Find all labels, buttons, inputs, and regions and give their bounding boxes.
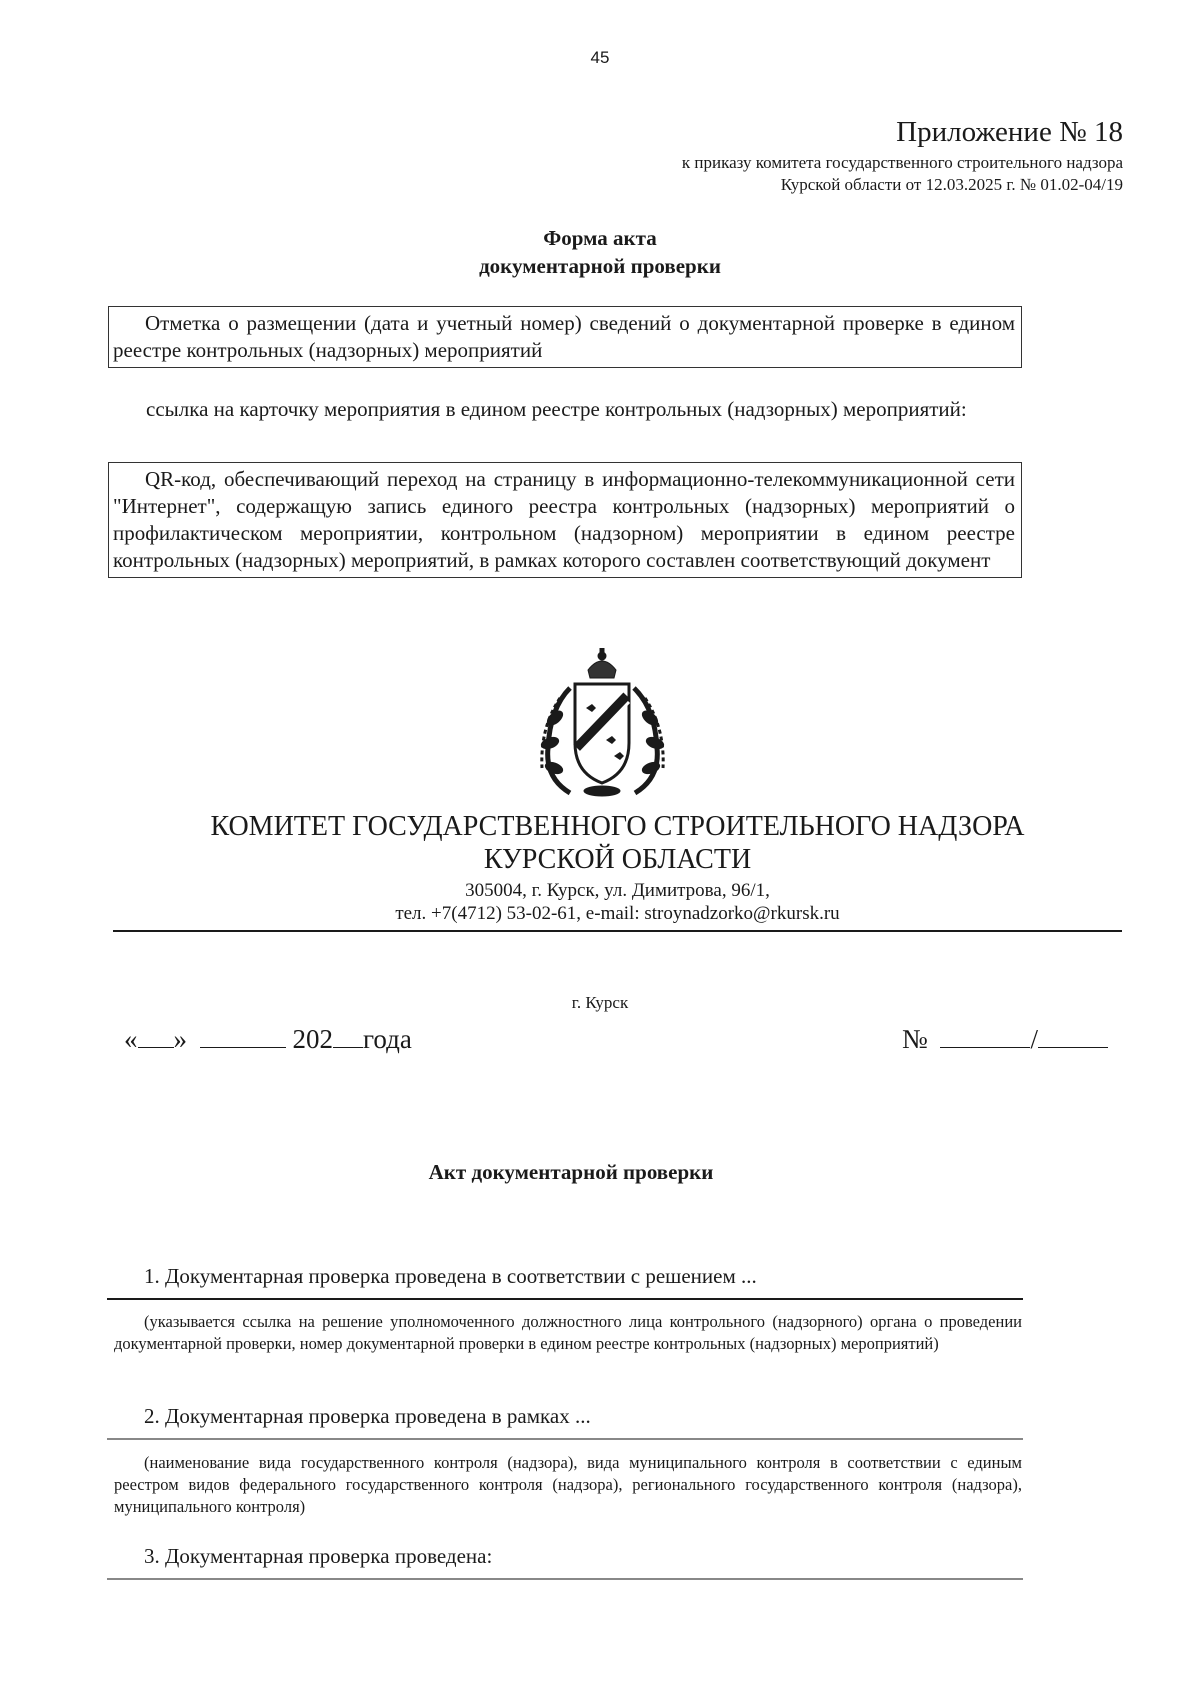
item-2-text: 2. Документарная проверка проведена в рамках ... <box>144 1404 591 1428</box>
qr-code-box: QR-код, обеспечивающий переход на страницу в информационно-телекоммуникационной сети "Интернет", содержащую запись единого реестра контрольных (надзорных) мероприятий о профилактическом мероприятии, контрольном (надзорном) мероприятии в едином реестре контрольных (надзорных) мероприятий, в рамках которого составлен соответствующий документ <box>108 462 1022 578</box>
document-number-field[interactable] <box>902 1023 1108 1055</box>
item-2-fill-line[interactable] <box>107 1438 1023 1440</box>
date-open-quote: « <box>124 1024 138 1054</box>
year-blank[interactable] <box>333 1023 363 1048</box>
appendix-order-line: к приказу комитета государственного строительного надзора <box>681 153 1123 172</box>
organization-region: КУРСКОЙ ОБЛАСТИ <box>483 844 752 875</box>
year-suffix: года <box>363 1024 412 1054</box>
form-subtitle: документарной проверки <box>479 254 721 278</box>
city: г. Курск <box>571 993 629 1012</box>
year-prefix: 202 <box>292 1024 333 1054</box>
registry-mark-box: Отметка о размещении (дата и учетный номер) сведений о документарной проверке в едином реестре контрольных (надзорных) мероприятий <box>108 306 1022 368</box>
header-divider <box>113 930 1122 932</box>
appendix-title: Приложение № 18 <box>896 116 1123 148</box>
organization-contacts: тел. +7(4712) 53-02-61, e-mail: stroynadzorko@rkursk.ru <box>395 903 840 924</box>
item-2-note: (наименование вида государственного контроля (надзора), вида муниципального контроля в соответствии с единым реестром видов федерального государственного контроля (надзора), регионального государственного контроля (надзора), муниципального контроля) <box>114 1453 1022 1516</box>
date-field[interactable] <box>124 1023 412 1055</box>
item-1-text: 1. Документарная проверка проведена в соответствии с решением ... <box>144 1264 757 1288</box>
number-blank[interactable] <box>940 1023 1030 1048</box>
form-title: Форма акта <box>543 226 657 250</box>
number-suffix-blank[interactable] <box>1038 1023 1108 1048</box>
appendix-date-line: Курской области от 12.03.2025 г. № 01.02-04/19 <box>780 175 1123 194</box>
item-1-note: (указывается ссылка на решение уполномоченного должностного лица контрольного (надзорного) органа о проведении документарной проверки, номер документарной проверки в едином реестре контрольных (надзорных) мероприятий) <box>114 1312 1022 1353</box>
organization-name: КОМИТЕТ ГОСУДАРСТВЕННОГО СТРОИТЕЛЬНОГО НАДЗОРА <box>210 811 1025 842</box>
act-title: Акт документарной проверки <box>428 1160 714 1184</box>
item-3-fill-line[interactable] <box>107 1578 1023 1580</box>
number-sign: № <box>901 1024 928 1054</box>
number-separator: / <box>1030 1024 1038 1054</box>
item-1-fill-line[interactable] <box>107 1298 1023 1300</box>
card-link-paragraph: ссылка на карточку мероприятия в едином реестре контрольных (надзорных) мероприятий: <box>146 397 967 421</box>
day-blank[interactable] <box>138 1023 174 1048</box>
organization-address: 305004, г. Курск, ул. Димитрова, 96/1, <box>465 880 770 901</box>
item-3-text: 3. Документарная проверка проведена: <box>144 1544 493 1568</box>
month-blank[interactable] <box>200 1023 286 1048</box>
date-close-quote: » <box>173 1024 187 1054</box>
page-number: 45 <box>590 48 610 67</box>
kursk-oblast-coat-of-arms-icon <box>530 648 675 798</box>
